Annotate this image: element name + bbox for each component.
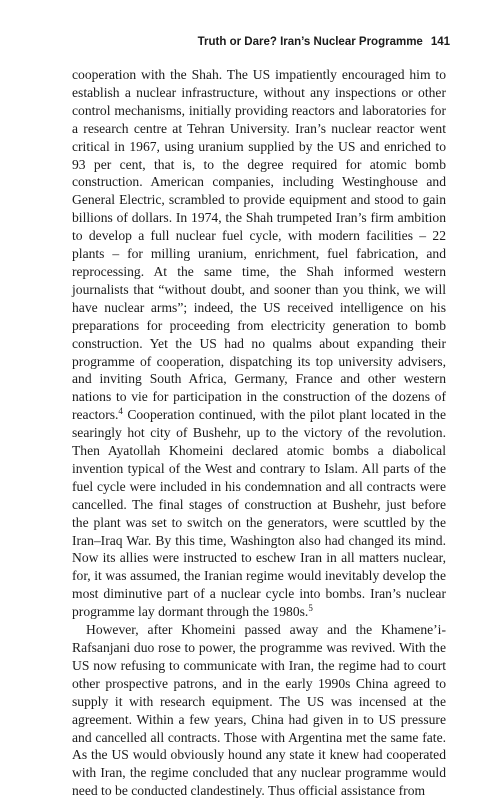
running-title: Truth or Dare? Iran’s Nuclear Programme xyxy=(197,36,423,48)
footnote-ref-5[interactable]: 5 xyxy=(308,603,313,614)
body-text xyxy=(72,66,446,800)
paragraph-1 xyxy=(72,66,446,621)
running-header xyxy=(198,36,450,48)
footnote-ref-4[interactable]: 4 xyxy=(118,406,123,417)
paragraph-2: However, after Khomeini passed away and the Khamene’i-Rafsanjani duo rose to power, the programme was revived. With the US now refusing to communicate with Iran, the regime had to court other prospective patrons, and in the early 1990s China agreed to supply it with research equipment. The US was incensed at the agreement. Within a few years, China had given in to US pressure and cancelled all contracts. Those with Argentina met the same fate. As the US would obviously hound any state it knew had cooperated with Iran, the regime concluded that any nuclear programme would need to be conducted clandestinely. Thus official assistance from xyxy=(72,622,446,799)
paragraph-1-part-b: Cooperation continued, with the pilot plant located in the searingly hot city of Bushehr, up to the victory of the revolution. Then Ayatollah Khomeini declared atomic bombs a diabolical invention typical of the West and contrary to Islam. All parts of the fuel cycle were included in his condemnation and all contracts were cancelled. The final stages of construction at Bushehr, just before the plant was set to switch on the generators, were scuttled by the Iran–Iraq War. By this time, Washington also had changed its mind. Now its allies were instructed to eschew Iran in all matters nuclear, for, it was assumed, the Iranian regime would inevitably develop the most diminutive part of a nuclear cycle into bombs. Iran’s nuclear programme lay dormant through the 1980s. xyxy=(72,407,446,620)
page-number: 141 xyxy=(430,36,450,48)
paragraph-1-part-a: cooperation with the Shah. The US impatiently encouraged him to establish a nuclear infrastructure, without any inspections or other control mechanisms, initially providing reactors and laboratories for a research centre at Tehran University. Iran’s nuclear reactor went critical in 1967, using uranium supplied by the US and enriched to 93 per cent, that is, to the degree required for atomic bomb construction. American companies, including Westinghouse and General Electric, scrambled to provide equipment and stood to gain billions of dollars. In 1974, the Shah trumpeted Iran’s firm ambition to develop a full nuclear fuel cycle, with modern facilities – 22 plants – for milling uranium, enrichment, fuel fabrication, and reprocessing. At the same time, the Shah informed western journalists that “without doubt, and sooner than you think, we will have nuclear arms”; indeed, the US received intelligence on his preparations for proceeding from electricity generation to bomb construction. Yet the US had no qualms about expanding their programme of cooperation, dispatching its top university advisers, and inviting South Africa, Germany, France and other western nations to vie for participation in the construction of the dozens of reactors. xyxy=(72,67,446,423)
